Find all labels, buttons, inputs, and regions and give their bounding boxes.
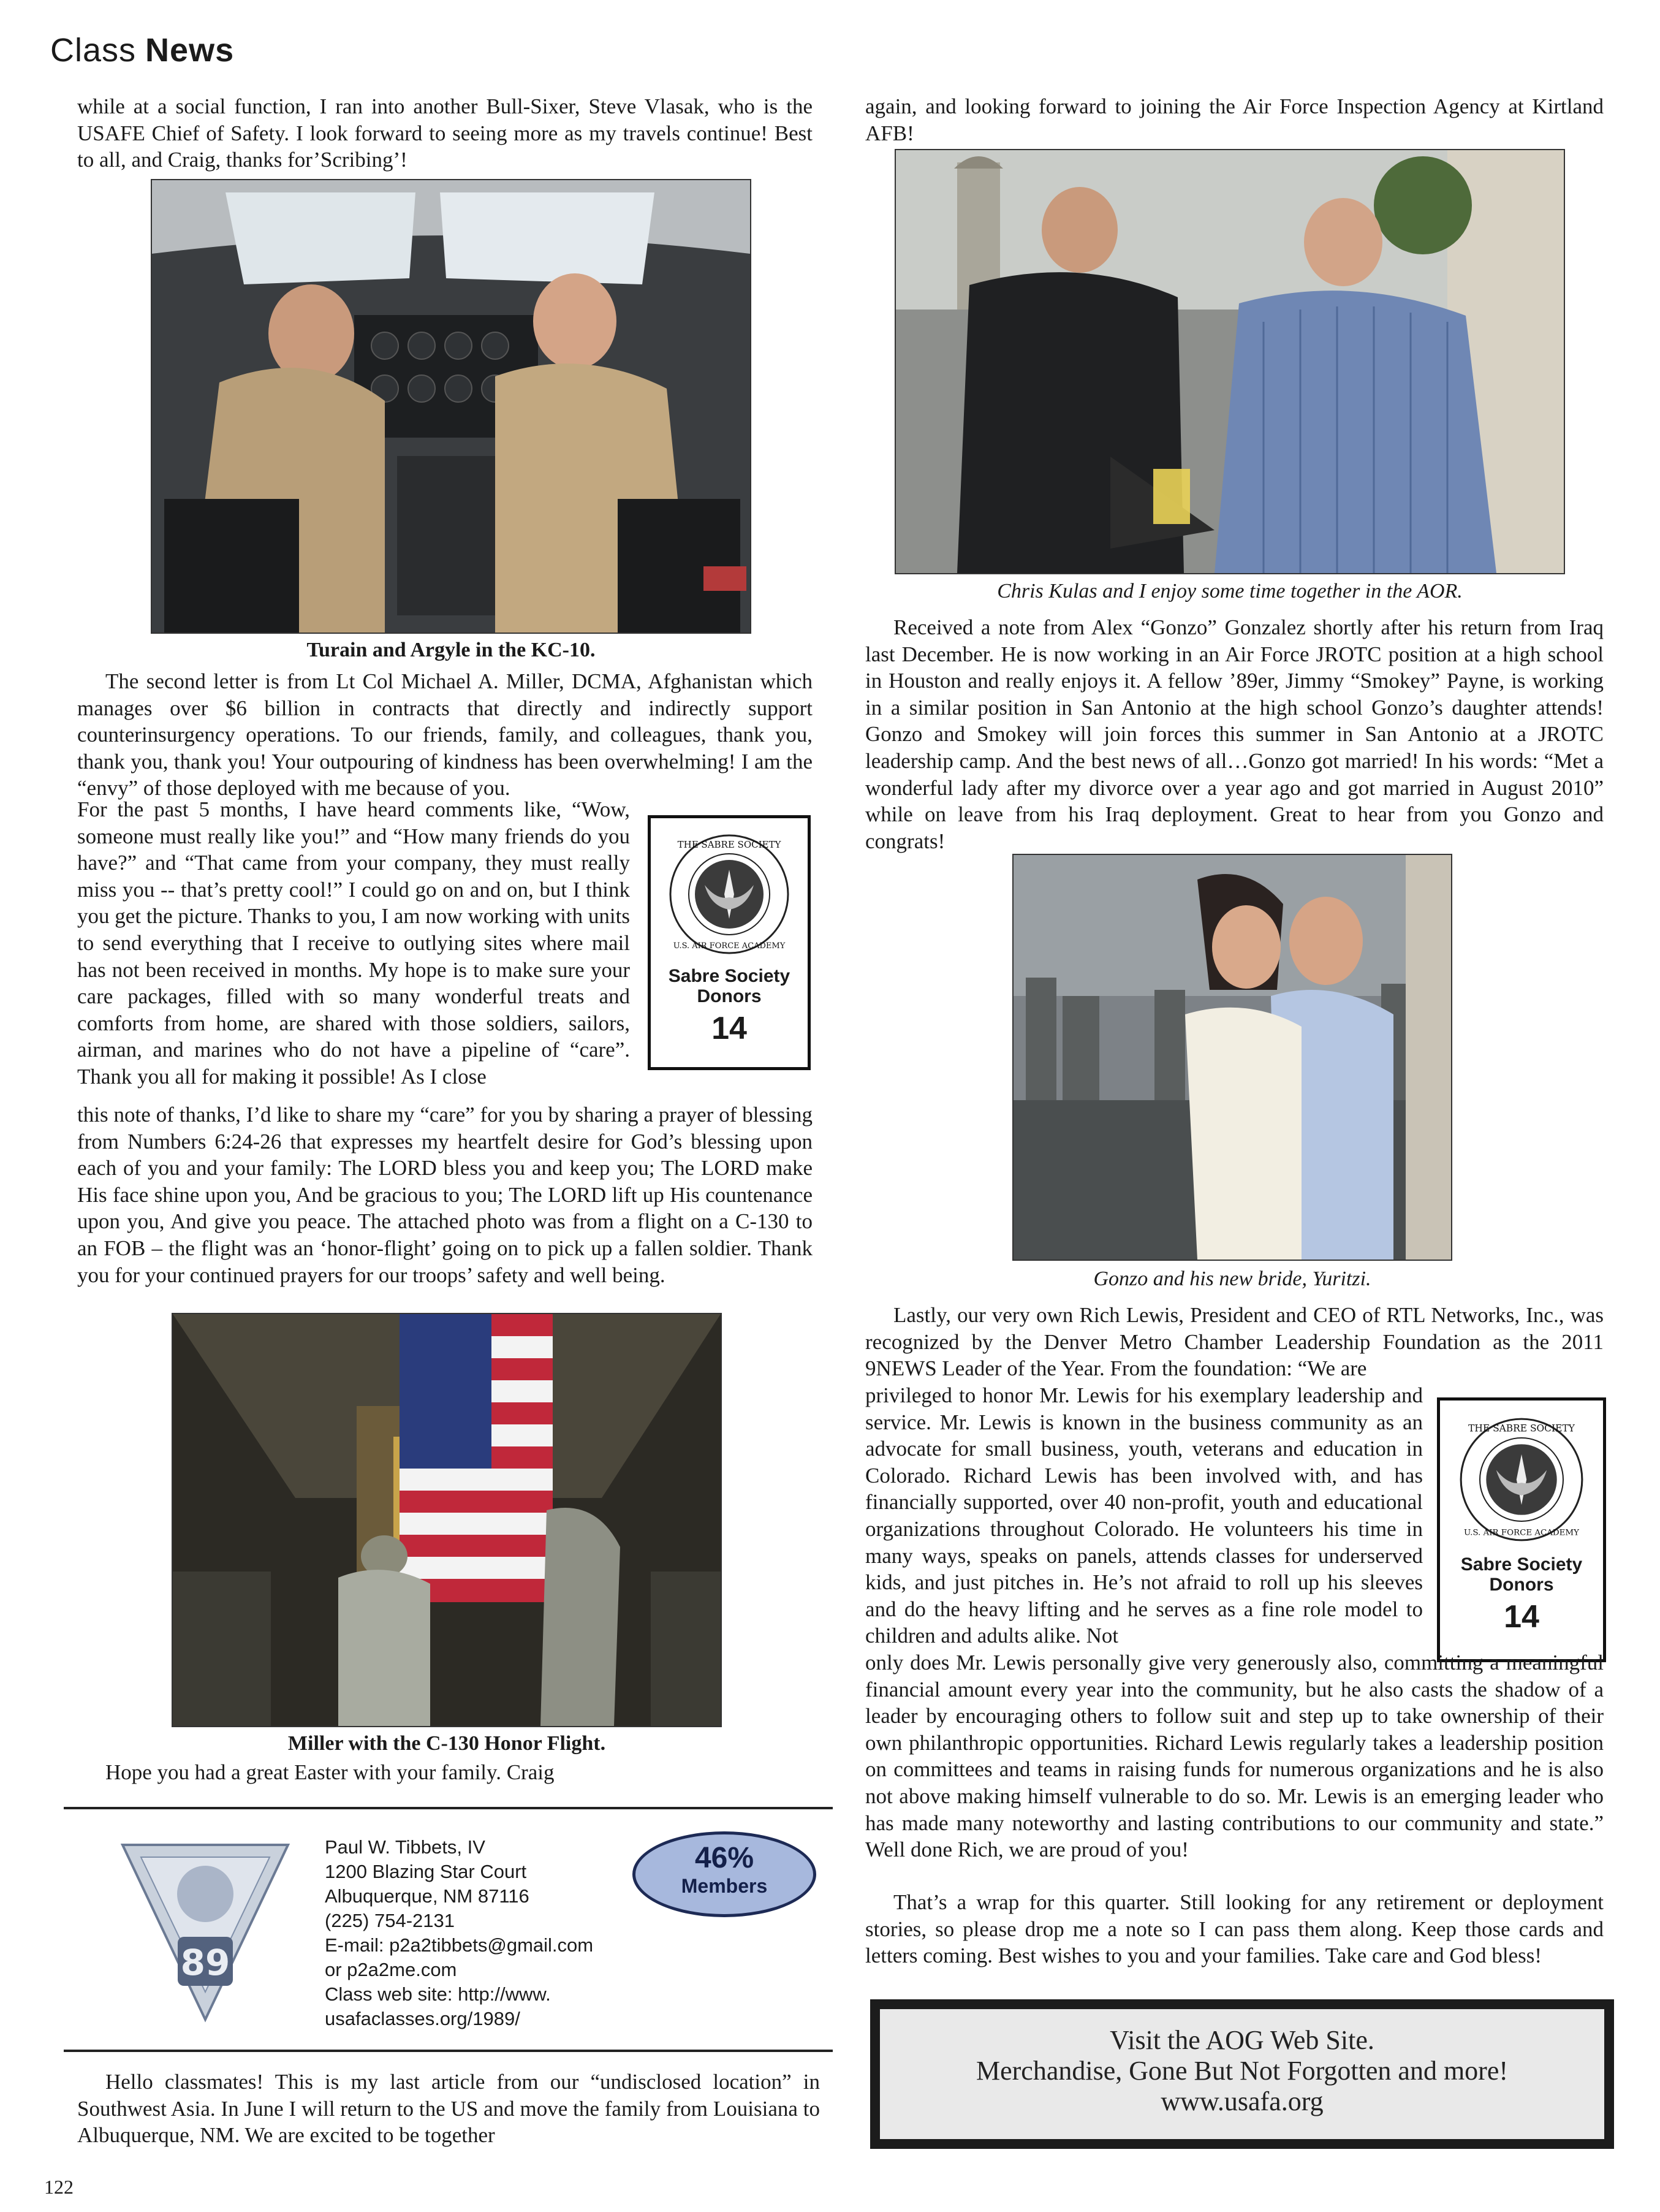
left-intro-paragraph: while at a social function, I ran into another Bull-Sixer, Steve Vlasak, who is the USAFE Chief of Safety. I look forward to seeing more as my travels continue! Best to all, and Craig, thanks for’Scribing’! <box>77 94 813 172</box>
aog-ad-line2: Merchandise, Gone But Not Forgotten and more! <box>976 2056 1508 2086</box>
contact-website-url[interactable]: usafaclasses.org/1989/ <box>325 2008 520 2029</box>
lewis-paragraph-b: privileged to honor Mr. Lewis for his exemplary leadership and service. Mr. Lewis is known in the business community as an advocate for small business, youth, veterans and education in Colorado. Richard Lewis has been involved with, and has financially supported, over 40 non-profit, youth and educational organizations throughout Colorado. He volunteers his time in many ways, speaks on panels, attends classes for underserved kids, and just pitches in. He’s not afraid to roll up his sleeves and do the heavy lifting and he serves as a fine role model to children and adults alike. Not <box>865 1383 1423 1648</box>
section-header-bold: News <box>145 32 235 69</box>
sabre-society-box <box>648 815 811 1070</box>
aog-ad-line1: Visit the AOG Web Site. <box>1110 2025 1374 2055</box>
class-block-bottom-rule <box>64 2050 833 2052</box>
members-percent-value: 46% <box>694 1842 754 1874</box>
svg-text:U.S. AIR FORCE ACADEMY: U.S. AIR FORCE ACADEMY <box>1464 1528 1579 1538</box>
page-number: 122 <box>44 2176 74 2198</box>
class-crest-icon <box>116 1839 294 2023</box>
photo-kc10-caption: Turain and Argyle in the KC-10. <box>306 639 596 661</box>
photo-c130-caption: Miller with the C-130 Honor Flight. <box>287 1732 606 1755</box>
sabre-society-count: 14 <box>711 1011 747 1046</box>
contact-email-alt[interactable]: or p2a2me.com <box>325 1959 457 1980</box>
lewis-paragraph-a: Lastly, our very own Rich Lewis, President and CEO of RTL Networks, Inc., was recognized by the Denver Metro Chamber Leadership Foundation as the 2011 9NEWS Leader of the Year. From the foundation: “We are <box>865 1303 1604 1381</box>
contact-website-label: Class web site: http://www. <box>325 1983 551 2005</box>
contact-city: Albuquerque, NM 87116 <box>325 1885 529 1907</box>
contact-email[interactable]: E-mail: p2a2tibbets@gmail.com <box>325 1934 594 1956</box>
letter-paragraph-b: For the past 5 months, I have heard comments like, “Wow, someone must really like you!” and “How many friends do you have?” and “That came from your company, they must really miss you -- that’s pretty cool!” I could go on and on, but I think you get the picture. Thanks to you, I am now working with units to send everything that I receive to outlying sites where mail has not been received in months. My hope is to make sure your care packages, filled with so many wonderful treats and comforts from home, are shared with those soldiers, sailors, airman, and marines who do not have a pipeline of “care”. Thank you all for making it possible! As I close <box>77 797 630 1089</box>
svg-text:THE SABRE SOCIETY: THE SABRE SOCIETY <box>677 839 781 850</box>
class-contact-info <box>325 1835 643 2031</box>
section-header-light: Class <box>50 32 137 69</box>
signoff-line: Hope you had a great Easter with your family. Craig <box>105 1760 555 1784</box>
sabre-society-title-line2: Donors <box>1489 1575 1554 1595</box>
right-continuation: again, and looking forward to joining the Air Force Inspection Agency at Kirtland AFB! <box>865 94 1604 145</box>
members-percent-badge <box>632 1831 816 1917</box>
sabre-society-title-line1: Sabre Society <box>1460 1554 1583 1575</box>
lewis-paragraph-c: only does Mr. Lewis personally give very generously also, committing a meaningful financial amount every year into the community, but he also casts the shadow of a leader by encouraging others to follow suit and step up to take ownership of their own philanthropic opportunities. Richard Lewis regularly takes a leadership position on committees and teams in raising funds for numerous organizations and he is also not above making himself vulnerable to do so. Mr. Lewis is an emerging leader who has made many noteworthy and lasting contributions to our community and state.” Well done Rich, we are proud of you! <box>865 1651 1604 1862</box>
sabre-society-box-2 <box>1437 1397 1606 1662</box>
class-block-top-rule <box>64 1807 833 1809</box>
svg-text:89: 89 <box>180 1942 230 1983</box>
letter-paragraph-a: The second letter is from Lt Col Michael A. Miller, DCMA, Afghanistan which manages over $6 billion in contracts that directly and indirectly support counterinsurgency operations. To our friends, family, and colleagues, thank you, thank you, thank you! Your outpouring of kindness has been overwhelming! I am the “envy” of those deployed with me because of you. <box>77 669 813 800</box>
aog-ad-url[interactable]: www.usafa.org <box>1161 2086 1324 2116</box>
section-header <box>50 32 234 69</box>
svg-text:U.S. AIR FORCE ACADEMY: U.S. AIR FORCE ACADEMY <box>673 941 786 951</box>
svg-text:THE SABRE SOCIETY: THE SABRE SOCIETY <box>1468 1423 1575 1434</box>
contact-name: Paul W. Tibbets, IV <box>325 1836 485 1858</box>
sabre-society-title-line1: Sabre Society <box>668 966 790 986</box>
contact-phone: (225) 754-2131 <box>325 1910 455 1931</box>
gonzo-paragraph: Received a note from Alex “Gonzo” Gonzalez shortly after his return from Iraq last December. He is now working in an Air Force JROTC position at a high school in Houston and really enjoys it. A fellow ’89er, Jimmy “Smokey” Payne, is working in a similar position in San Antonio at the high school Gonzo’s daughter attends! Gonzo and Smokey will join forces this summer in San Antonio at a JROTC leadership camp. And the best news of all…Gonzo got married! In his words: “Met a wonderful lady after my divorce over a year ago and got married in August 2010” while on leave from his Iraq deployment. Great to hear from you Gonzo and congrats! <box>865 615 1604 853</box>
letter-paragraph-c: this note of thanks, I’d like to share my “care” for you by sharing a prayer of blessing from Numbers 6:24-26 that expresses my heartfelt desire for God’s blessing upon each of you and your family: The LORD bless you and keep you; The LORD make His face shine upon you, And be gracious to you; The LORD lift up His countenance upon you, And give you peace. The attached photo was from a flight on a C-130 to an FOB – the flight was an ‘honor-flight’ going on to pick up a fallen soldier. Thank you for your continued prayers for our troops’ safety and well being. <box>77 1103 813 1287</box>
closing-paragraph: That’s a wrap for this quarter. Still looking for any retirement or deployment stories, so please drop me a note so I can pass them along. Keep those cards and letters coming. Best wishes to you and your families. Take care and God bless! <box>865 1890 1604 1968</box>
photo-c130-honor-flight <box>173 1314 721 1726</box>
class-news-intro: Hello classmates! This is my last article from our “undisclosed location” in Southwest Asia. In June I will return to the US and move the family from Louisiana to Albuquerque, NM. We are excited to be together <box>77 2070 820 2148</box>
members-percent-label: Members <box>681 1875 768 1897</box>
contact-street: 1200 Blazing Star Court <box>325 1861 527 1882</box>
photo-gonzo-caption: Gonzo and his new bride, Yuritzi. <box>1093 1268 1371 1290</box>
sabre-society-title-line2: Donors <box>697 986 762 1006</box>
photo-kulas-aor <box>896 150 1564 573</box>
sabre-society-seal-icon <box>668 833 790 956</box>
sabre-society-seal-icon <box>1458 1416 1585 1543</box>
photo-kc10-cockpit <box>152 180 750 633</box>
photo-kulas-caption: Chris Kulas and I enjoy some time together in the AOR. <box>997 580 1463 602</box>
sabre-society-count: 14 <box>1504 1599 1539 1635</box>
aog-website-ad[interactable] <box>870 1999 1614 2149</box>
photo-gonzo-bride <box>1014 855 1451 1260</box>
